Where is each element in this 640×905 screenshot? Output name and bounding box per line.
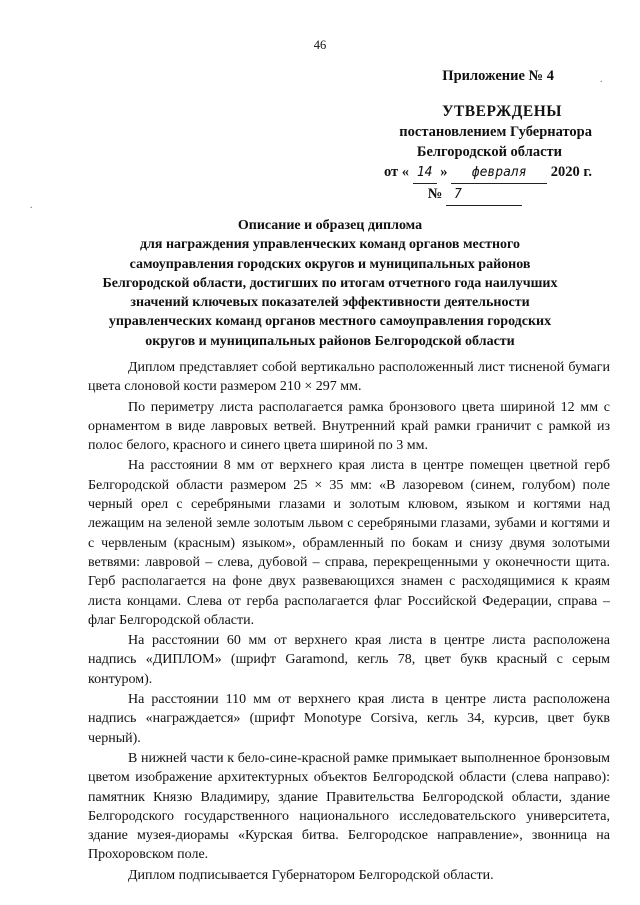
title-line: для награждения управленческих команд органов местного: [139, 237, 521, 253]
date-prefix: от «: [383, 164, 410, 180]
approval-stamp: [292, 66, 592, 206]
body-paragraph: Диплом подписывается Губернатором Белгородской области.: [128, 867, 494, 883]
date-mid: »: [440, 164, 448, 180]
date-month: февраля: [451, 163, 547, 184]
scan-speck: .: [30, 200, 33, 211]
approved-heading: УТВЕРЖДЕНЫ: [442, 103, 562, 120]
scan-speck: .: [600, 74, 603, 85]
date-day: 14: [413, 163, 437, 184]
body-paragraph: Диплом представляет собой вертикально расположенный лист тисненой бумаги цвета слоновой кости размером 210 × 297 мм.: [88, 360, 610, 395]
document-body: [88, 358, 610, 886]
title-line: Белгородской области, достигших по итогам отчетного года наилучших: [102, 275, 558, 291]
approval-line-region: Белгородской области: [416, 144, 562, 160]
appendix-label: Приложение № 4: [442, 68, 554, 84]
document-title: [70, 216, 590, 351]
number-value: 7: [446, 185, 522, 206]
body-paragraph: На расстоянии 60 мм от верхнего края листа в центре листа расположена надпись «ДИПЛОМ» (шрифт Garamond, кегль 78, цвет букв красный с серым контуром).: [88, 633, 610, 687]
body-paragraph: В нижней части к бело-сине-красной рамке примыкает выполненное бронзовым цветом изображение архитектурных объектов Белгородской области (слева направо): памятник Князю Владимиру, здание Правительства Белгородской области, здание Белгородского государственного национального исследовательского университета, здание музея-диорамы «Курская битва. Белгородское направление», звонница на Прохоровском поле.: [88, 750, 610, 863]
title-line: управленческих команд органов местного самоуправления городских: [108, 314, 552, 330]
approval-number-line: [292, 184, 592, 206]
body-paragraph: На расстоянии 110 мм от верхнего края листа в центре листа расположена надпись «награждается» (шрифт Monotype Corsiva, кегль 34, курсив, цвет букв черный).: [88, 692, 610, 746]
date-year: 2020 г.: [550, 164, 592, 180]
body-paragraph: На расстоянии 8 мм от верхнего края листа в центре помещен цветной герб Белгородской области размером 25 × 35 мм: «В лазоревом (синем, голубом) поле черный орел с серебряными глазами и золотым клювом, языком и когтями над лежащим на зеленой земле золотым львом с серебряными глазами, зубами и когтями и с червленым (красным) языком», обрамленный по бокам и снизу двумя золотыми ветвями: лавровой – слева, дубовой – справа, перекрещенными у оконечности щита. Герб располагается на фоне двух развевающихся знамен с расходящимися к краям листа концами. Слева от герба располагается флаг Российской Федерации, справа – флаг Белгородской области.: [88, 458, 610, 628]
title-line: округов и муниципальных районов Белгородской области: [145, 333, 515, 349]
approval-date-line: [292, 162, 592, 184]
page-number: 46: [313, 38, 327, 52]
title-line: Описание и образец диплома: [237, 218, 423, 233]
title-line: значений ключевых показателей эффективности деятельности: [130, 295, 530, 311]
body-paragraph: По периметру листа располагается рамка бронзового цвета шириной 12 мм с орнаментом в виде лавровых ветвей. Внутренний край рамки граничит с рамкой из полос белого, красного и синего цвета шириной по 3 мм.: [88, 399, 610, 454]
approval-line-decree: постановлением Губернатора: [399, 124, 592, 140]
title-line: самоуправления городских округов и муниципальных районов: [129, 256, 531, 272]
number-prefix: №: [427, 186, 443, 202]
